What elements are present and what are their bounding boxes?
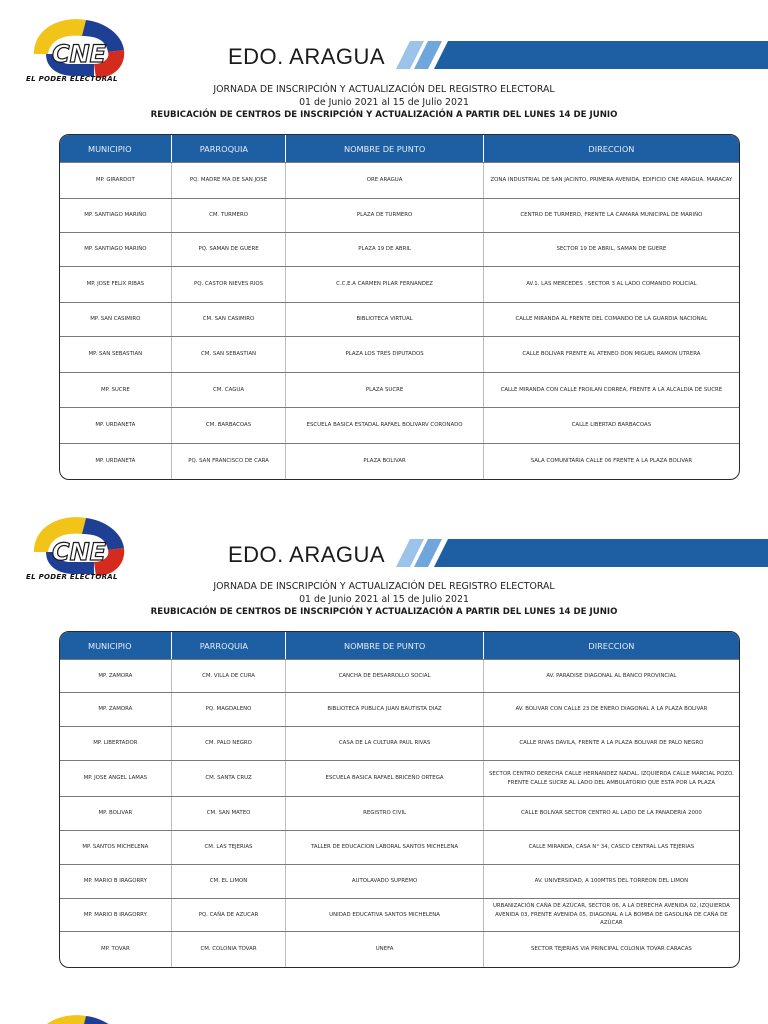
cell-parroquia: PQ. SAN FRANCISCO DE CARA	[172, 444, 287, 479]
cell-parroquia: PQ. CAÑA DE AZUCAR	[172, 899, 287, 931]
cell-direccion: CALLE MIRANDA CON CALLE FROILAN CORREA, FRENTE A LA ALCALDIA DE SUCRE	[500, 386, 723, 393]
cell-parroquia: PQ. SAMAN DE GUERE	[172, 233, 287, 266]
header-municipio: MUNICIPIO	[60, 135, 172, 162]
table-header	[60, 135, 739, 162]
table-body	[60, 659, 739, 967]
table-row	[60, 796, 739, 830]
table-row	[60, 198, 739, 232]
cell-parroquia: CM. TURMERO	[172, 199, 287, 232]
cell-direccion: AV. PARADISE DIAGONAL AL BANCO PROVINCIAL	[546, 672, 677, 679]
subtitle-relocation: REUBICACIÓN DE CENTROS DE INSCRIPCIÓN Y ACTUALIZACIÓN A PARTIR DEL LUNES 14 DE JUNIO	[150, 110, 618, 120]
cell-parroquia: CM. SAN SEBASTIAN	[172, 337, 287, 372]
cell-direccion: CALLE MIRANDA, CASA N° 34, CASCO CENTRAL LAS TEJERIAS	[528, 844, 695, 851]
cell-municipio: MP. SANTOS MICHELENA	[60, 831, 172, 864]
header-nombre-punto: NOMBRE DE PUNTO	[286, 135, 483, 162]
header-direccion: DIRECCION	[588, 143, 635, 154]
cell-direccion: AV. UNIVERSIDAD, A 100MTRS DEL TORREON DEL LIMON	[534, 878, 689, 885]
state-title: EDO. ARAGUA	[228, 542, 386, 567]
cell-municipio: MP. JOSE ANGEL LAMAS	[60, 761, 172, 796]
subtitle-dates: 01 de Junio 2021 al 15 de Julio 2021	[299, 97, 469, 108]
cell-parroquia: CM. EL LIMON	[172, 865, 287, 898]
cell-nombre-punto: UNEFA	[286, 932, 483, 967]
cell-municipio: MP. MARIO B IRAGORRY	[60, 865, 172, 898]
cell-nombre-punto: PLAZA DE TURMERO	[286, 199, 483, 232]
subtitle-event: JORNADA DE INSCRIPCIÓN Y ACTUALIZACIÓN DEL REGISTRO ELECTORAL	[213, 84, 555, 95]
state-title: EDO. ARAGUA	[228, 44, 386, 69]
cell-municipio: MP. ZAMORA	[60, 693, 172, 726]
cell-parroquia: CM. SAN CASIMIRO	[172, 303, 287, 336]
cell-municipio: MP. TOVAR	[60, 932, 172, 967]
cell-direccion: CALLE MIRANDA AL FRENTE DEL COMANDO DE LA GUARDIA NACIONAL	[515, 316, 708, 323]
cell-nombre-punto: PLAZA BOLIVAR	[286, 444, 483, 479]
cell-direccion: ZONA INDUSTRIAL DE SAN JACINTO, PRIMERA AVENIDA, EDIFICIO CNE ARAGUA. MARACAY	[490, 177, 733, 184]
section-page-2	[0, 498, 768, 978]
cell-municipio: MP. MARIO B IRAGORRY	[60, 899, 172, 931]
cell-direccion: SECTOR TEJERIAS VIA PRINCIPAL COLONIA TOVAR CARACAS	[530, 946, 692, 953]
table-row	[60, 830, 739, 864]
cell-direccion: AV.1. LAS MERCEDES . SECTOR 3 AL LADO COMANDO POLICIAL	[526, 281, 697, 288]
cell-parroquia: PQ. MAGDALENO	[172, 693, 287, 726]
cell-direccion: URBANIZACIÓN CAÑA DE AZÚCAR, SECTOR 06, A LA DERECHA AVENIDA 02, IZQUIERDA AVENIDA 03, FRENTE AVENIDA 05, DIAGONAL A LA BOMBA DE GASOLINA DE CAÑA DE AZÚCAR	[492, 903, 730, 927]
table-row	[60, 232, 739, 266]
table-row	[60, 336, 739, 372]
centers-table	[59, 134, 740, 480]
header-banner	[396, 41, 768, 69]
logo-tagline: EL PODER ELECTORAL	[26, 573, 118, 581]
cell-nombre-punto: AUTOLAVADO SUPREMO	[286, 865, 483, 898]
cell-municipio: MP. SUCRE	[60, 373, 172, 407]
cne-logo	[24, 1010, 132, 1024]
cell-nombre-punto: BIBLIOTECA VIRTUAL	[286, 303, 483, 336]
cell-municipio: MP. ZAMORA	[60, 660, 172, 692]
cell-nombre-punto: CASA DE LA CULTURA PAUL RIVAS	[286, 727, 483, 760]
cell-parroquia: CM. BARBACOAS	[172, 408, 287, 443]
cell-municipio: MP. SANTIAGO MARIÑO	[60, 199, 172, 232]
cell-parroquia: CM. SANTA CRUZ	[172, 761, 287, 796]
subtitle-dates: 01 de Junio 2021 al 15 de Julio 2021	[299, 594, 469, 605]
cell-nombre-punto: BIBLIOTECA PUBLICA JUAN BAUTISTA DIAZ	[286, 693, 483, 726]
header-parroquia: PARROQUIA	[172, 135, 287, 162]
table-row	[60, 266, 739, 302]
cell-direccion: CALLE RIVAS DAVILA, FRENTE A LA PLAZA BOLIVAR DE PALO NEGRO	[519, 740, 704, 747]
header-parroquia: PARROQUIA	[172, 632, 287, 659]
logo-text: CNE	[51, 40, 107, 68]
cell-municipio: MP. SANTIAGO MARIÑO	[60, 233, 172, 266]
cell-nombre-punto: TALLER DE EDUCACION LABORAL SANTOS MICHELENA	[286, 831, 483, 864]
cell-direccion: SECTOR 19 DE ABRIL, SAMAN DE GUERE	[556, 246, 667, 253]
table-row	[60, 407, 739, 443]
cell-direccion: CALLE BOLIVAR FRENTE AL ATENEO DON MIGUEL RAMON UTRERA	[522, 351, 701, 358]
cell-municipio: MP. BOLIVAR	[60, 797, 172, 830]
table-row	[60, 726, 739, 760]
table-body	[60, 162, 739, 479]
cne-logo-graphic	[24, 14, 132, 82]
cell-nombre-punto: ORE ARAGUA	[286, 163, 483, 198]
cell-parroquia: CM. PALO NEGRO	[172, 727, 287, 760]
cell-parroquia: CM. SAN MATEO	[172, 797, 287, 830]
cell-direccion: SALA COMUNITARIA CALLE 06 FRENTE A LA PLAZA BOLIVAR	[530, 458, 693, 465]
cell-nombre-punto: PLAZA SUCRE	[286, 373, 483, 407]
cell-nombre-punto: PLAZA 19 DE ABRIL	[286, 233, 483, 266]
cell-direccion: AV. BOLIVAR CON CALLE 23 DE ENERO DIAGONAL A LA PLAZA BOLIVAR	[515, 706, 708, 713]
cne-logo-graphic	[24, 512, 132, 580]
cell-municipio: MP. LIBERTADOR	[60, 727, 172, 760]
table-row	[60, 898, 739, 931]
centers-table	[59, 631, 740, 968]
table-header	[60, 632, 739, 659]
cell-nombre-punto: C.C.E.A CARMEN PILAR FERNANDEZ	[286, 267, 483, 302]
cell-direccion: CALLE LIBERTAD BARBACOAS	[571, 422, 652, 429]
cell-nombre-punto: UNIDAD EDUCATIVA SANTOS MICHELENA	[286, 899, 483, 931]
cell-parroquia: CM. COLONIA TOVAR	[172, 932, 287, 967]
cell-municipio: MP. SAN CASIMIRO	[60, 303, 172, 336]
cell-nombre-punto: ESCUELA BASICA ESTADAL RAFAEL BOLIVARV CORONADO	[286, 408, 483, 443]
cell-municipio: MP. GIRARDOT	[60, 163, 172, 198]
header-banner	[396, 539, 768, 567]
cne-logo	[24, 14, 132, 82]
cne-logo-graphic	[24, 1010, 132, 1024]
cell-parroquia: PQ. CASTOR NIEVES RIOS	[172, 267, 287, 302]
table-row	[60, 692, 739, 726]
header-nombre-punto: NOMBRE DE PUNTO	[286, 632, 483, 659]
cell-direccion: CENTRO DE TURMERO, FRENTE LA CAMARA MUNICIPAL DE MARIÑO	[520, 212, 703, 219]
cell-municipio: MP. JOSE FELIX RIBAS	[60, 267, 172, 302]
table-row	[60, 760, 739, 796]
cell-parroquia: CM. CAGUA	[172, 373, 287, 407]
table-row	[60, 931, 739, 967]
table-row	[60, 659, 739, 692]
cell-municipio: MP. URDANETA	[60, 408, 172, 443]
table-row	[60, 443, 739, 479]
section-page-1	[0, 0, 768, 480]
cell-municipio: MP. SAN SEBASTIAN	[60, 337, 172, 372]
subtitle-relocation: REUBICACIÓN DE CENTROS DE INSCRIPCIÓN Y ACTUALIZACIÓN A PARTIR DEL LUNES 14 DE JUNIO	[150, 607, 618, 617]
cell-direccion: CALLE BOLIVAR SECTOR CENTRO AL LADO DE LA PANADERIA 2000	[521, 810, 702, 817]
cne-logo	[24, 512, 132, 580]
logo-text: CNE	[51, 538, 107, 566]
subtitle-event: JORNADA DE INSCRIPCIÓN Y ACTUALIZACIÓN DEL REGISTRO ELECTORAL	[213, 581, 555, 592]
cell-nombre-punto: PLAZA LOS TRES DIPUTADOS	[286, 337, 483, 372]
header-direccion: DIRECCION	[588, 640, 635, 651]
cell-nombre-punto: REGISTRO CIVIL	[286, 797, 483, 830]
cell-direccion: SECTOR CENTRO DERECHA CALLE HERNANDEZ NADAL. IZQUIERDA CALLE MARCIAL POZO. FRENTE CALLE SUCRE AL LADO DEL AMBULATORIO QUE ESTA POR LA PLAZA	[488, 770, 734, 786]
header-municipio: MUNICIPIO	[60, 632, 172, 659]
cell-parroquia: CM. LAS TEJERIAS	[172, 831, 287, 864]
cell-municipio: MP. URDANETA	[60, 444, 172, 479]
table-row	[60, 372, 739, 407]
table-row	[60, 162, 739, 198]
cell-parroquia: CM. VILLA DE CURA	[172, 660, 287, 692]
cell-nombre-punto: ESCUELA BASICA RAFAEL BRICEÑO ORTEGA	[286, 761, 483, 796]
cell-nombre-punto: CANCHA DE DESARROLLO SOCIAL	[286, 660, 483, 692]
table-row	[60, 302, 739, 336]
cell-parroquia: PQ. MADRE MA DE SAN JOSE	[172, 163, 287, 198]
logo-tagline: EL PODER ELECTORAL	[26, 75, 118, 83]
table-row	[60, 864, 739, 898]
section-page-3-partial	[0, 996, 768, 1024]
